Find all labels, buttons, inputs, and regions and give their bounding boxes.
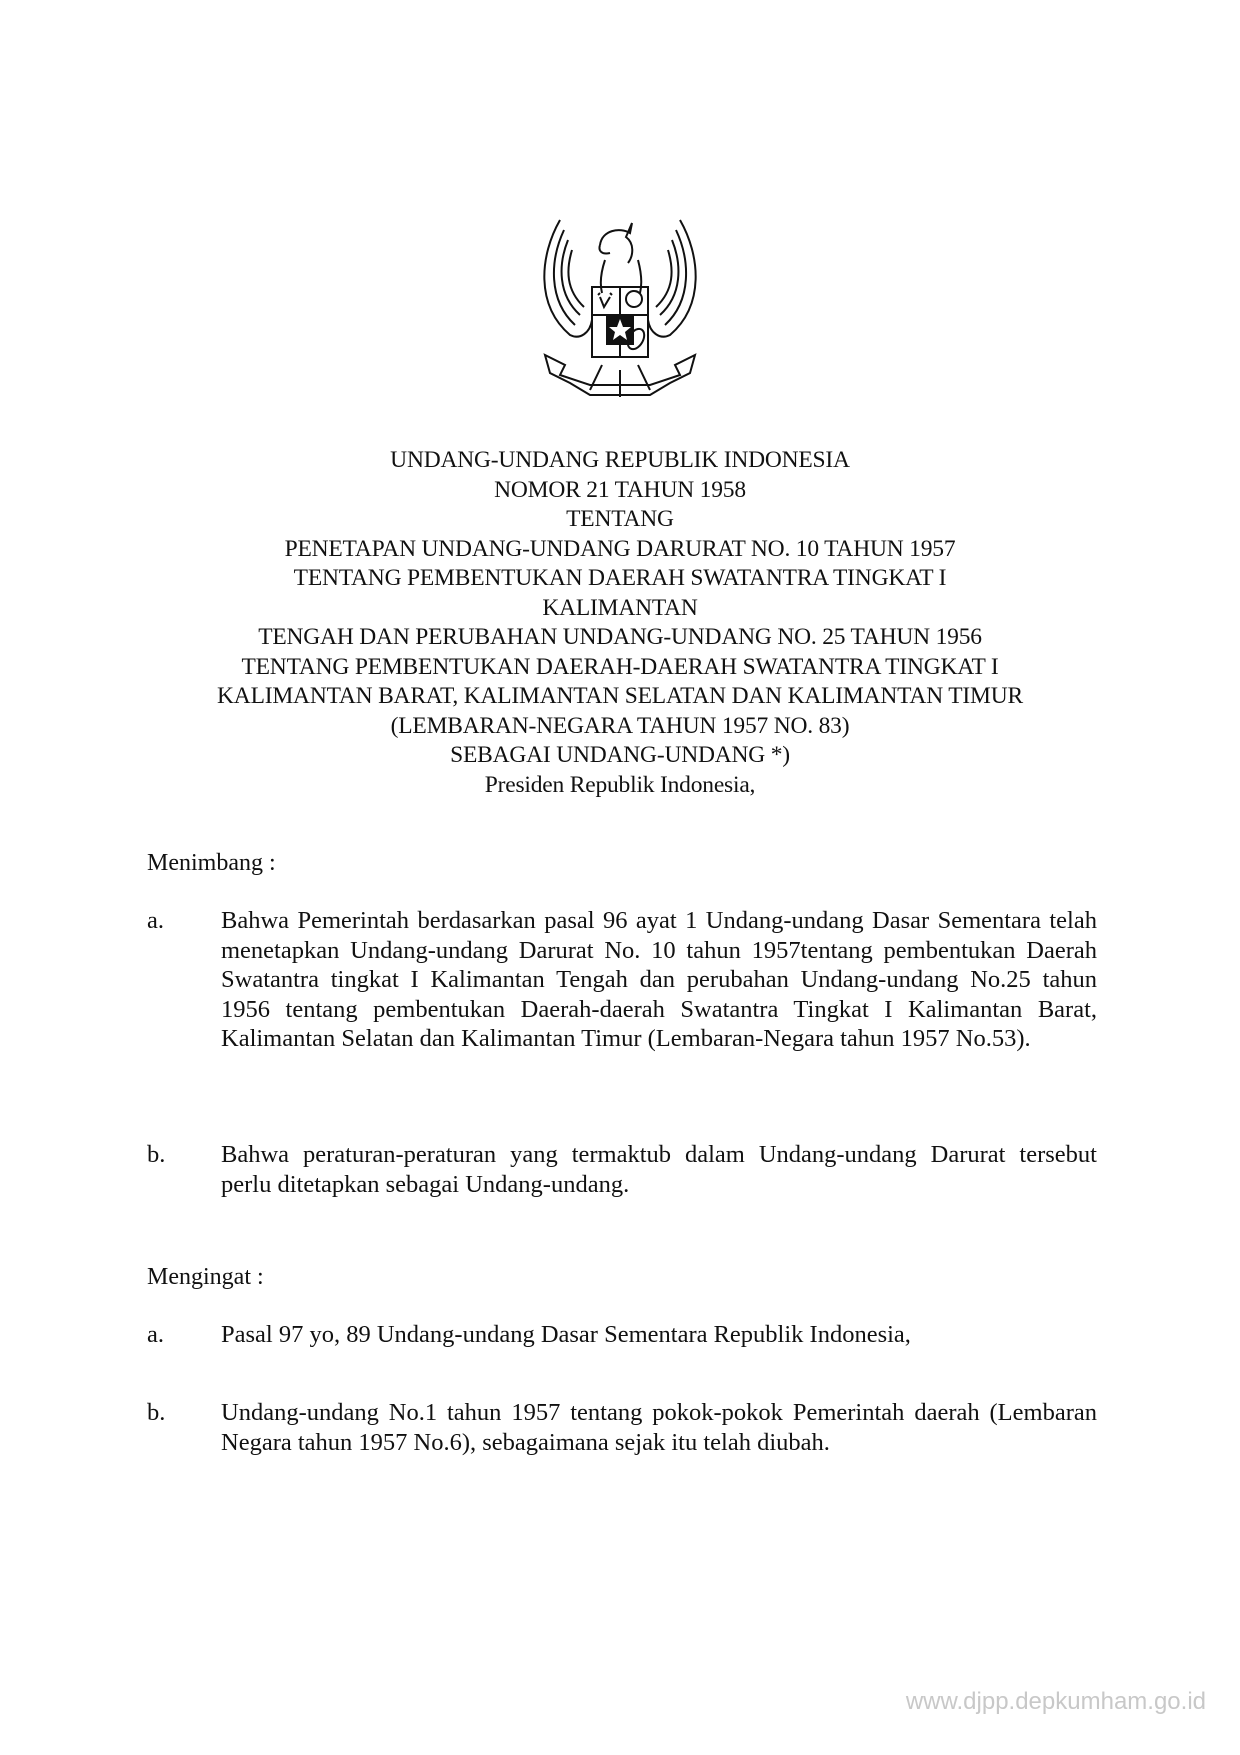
list-marker: a. bbox=[147, 907, 164, 934]
garuda-emblem-icon bbox=[530, 215, 710, 415]
document-heading bbox=[140, 446, 1100, 800]
mengingat-label: Mengingat : bbox=[147, 1264, 264, 1290]
heading-line-president: Presiden Republik Indonesia, bbox=[484, 771, 756, 798]
heading-line-tentang: TENTANG bbox=[566, 506, 674, 532]
heading-line-number: NOMOR 21 TAHUN 1958 bbox=[494, 476, 746, 503]
menimbang-item-b bbox=[147, 1140, 1097, 1199]
menimbang-item-a bbox=[147, 906, 1097, 1054]
list-item-text: Bahwa Pemerintah berdasarkan pasal 96 ayat 1 Undang-undang Dasar Sementara telah menetapkan Undang-undang Darurat No. 10 tahun 1957tentang pembentukan Daerah Swatantra tingkat I Kalimantan Tengah dan perubahan Undang-undang No.25 tahun 1956 tentang pembentukan Daerah-daerah Swatantra Tingkat I Kalimantan Barat, Kalimantan Selatan dan Kalimantan Timur (Lembaran-Negara tahun 1957 No.53). bbox=[221, 907, 1097, 1053]
heading-line: TENTANG PEMBENTUKAN DAERAH-DAERAH SWATANTRA TINGKAT I bbox=[241, 653, 999, 680]
list-item-text: Pasal 97 yo, 89 Undang-undang Dasar Sementara Republik Indonesia, bbox=[221, 1321, 911, 1348]
list-marker: b. bbox=[147, 1399, 166, 1426]
list-marker: a. bbox=[147, 1321, 164, 1348]
menimbang-label: Menimbang : bbox=[147, 850, 276, 876]
heading-line: TENGAH DAN PERUBAHAN UNDANG-UNDANG NO. 25 TAHUN 1956 bbox=[258, 624, 982, 650]
heading-line-title: UNDANG-UNDANG REPUBLIK INDONESIA bbox=[390, 447, 850, 473]
footer-watermark-link[interactable]: www.djpp.depkumham.go.id bbox=[905, 1688, 1206, 1715]
heading-line: SEBAGAI UNDANG-UNDANG *) bbox=[450, 742, 790, 768]
list-marker: b. bbox=[147, 1141, 166, 1168]
heading-line: (LEMBARAN-NEGARA TAHUN 1957 NO. 83) bbox=[390, 712, 850, 739]
mengingat-item-b bbox=[147, 1398, 1097, 1457]
heading-line: KALIMANTAN bbox=[542, 594, 698, 621]
list-item-text: Bahwa peraturan-peraturan yang termaktub dalam Undang-undang Darurat tersebut perlu ditetapkan sebagai Undang-undang. bbox=[221, 1141, 1097, 1198]
heading-line: KALIMANTAN BARAT, KALIMANTAN SELATAN DAN KALIMANTAN TIMUR bbox=[217, 683, 1023, 709]
list-item-text: Undang-undang No.1 tahun 1957 tentang pokok-pokok Pemerintah daerah (Lembaran Negara tahun 1957 No.6), sebagaimana sejak itu telah diubah. bbox=[221, 1399, 1097, 1456]
mengingat-item-a bbox=[147, 1320, 1097, 1350]
heading-line: PENETAPAN UNDANG-UNDANG DARURAT NO. 10 TAHUN 1957 bbox=[284, 535, 956, 562]
heading-line: TENTANG PEMBENTUKAN DAERAH SWATANTRA TINGKAT I bbox=[293, 565, 947, 591]
